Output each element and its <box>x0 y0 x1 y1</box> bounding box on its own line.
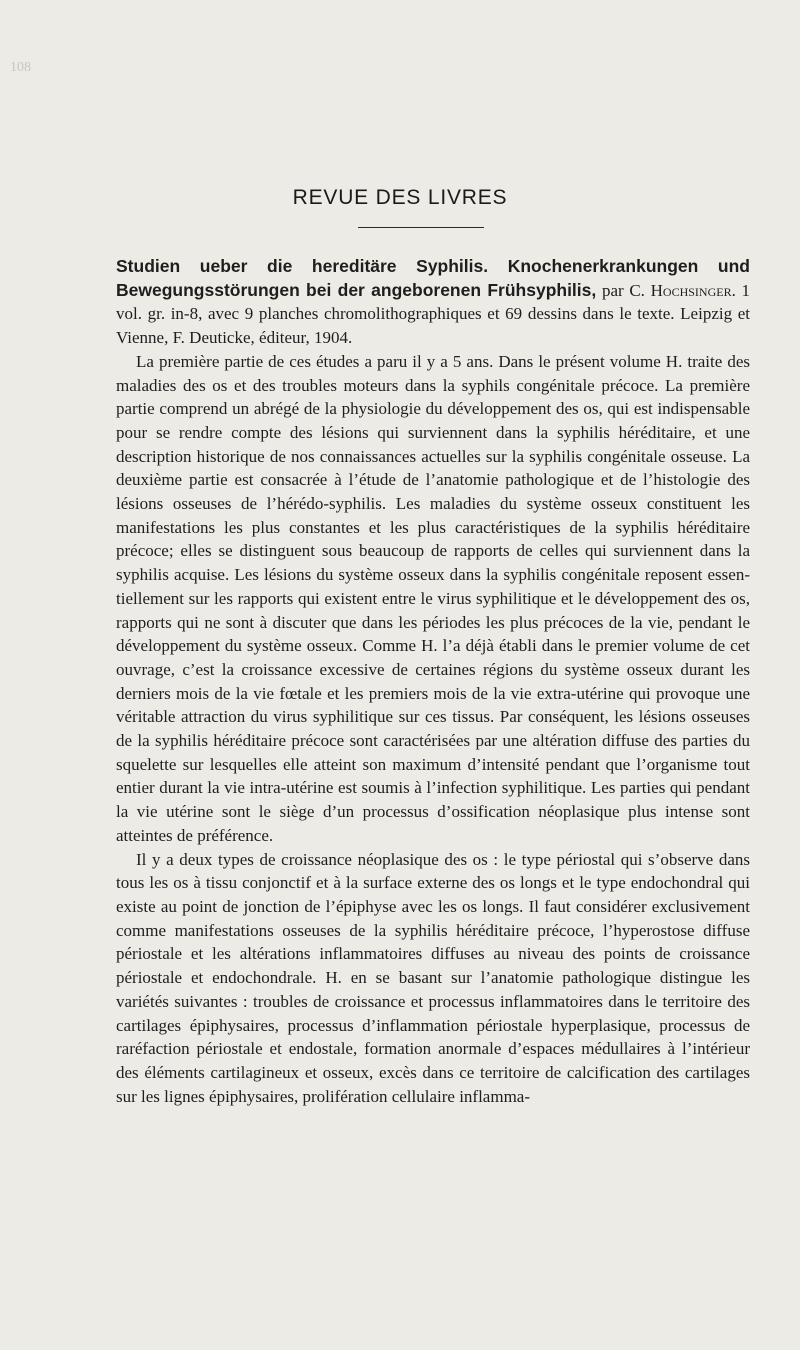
title-underline <box>358 227 484 228</box>
review-paragraph: Il y a deux types de croissance néoplasique des os : le type périostal qui s’observe dans tous les os à tissu conjonctif et à la surface externe des os longs et le type endochondral qui existe au point de jonction de l’épiphyse avec les os longs. Il faut considérer exclusivement comme manifestations osseuses de la syphilis héréditaire précoce, l’hyperostose diffuse périostale et les altérations inflammatoires diffuses au niveau des points de croissance périostale et endochondrale. H. en se basant sur l’anatomie pathologique distingue les variétés suivantes : troubles de croissance et processus inflammatoires dans le territoire des cartilages épiphysaires, processus d’inflammation périostale hyperplasique, processus de raréfaction périostale et endostale, formation anormale d’espaces médullaires à l’intérieur des éléments cartilagineux et osseux, excès dans ce territoire de calcification des cartilages sur les lignes épiphysaires, prolifération cellulaire inflamma- <box>116 849 750 1106</box>
review-body <box>116 255 750 1108</box>
page-corner-mark: 108 <box>10 60 31 75</box>
author-name: Hochsinger <box>650 280 732 300</box>
review-paragraph: La première partie de ces études a paru il y a 5 ans. Dans le présent volume H. traite des maladies des os et des troubles moteurs dans la syphils congénitale précoce. La première partie comprend un abrégé de la physiologie du développement des os, qui est indispensable pour se rendre compte des lésions qui surviennent dans la syphilis héréditaire, et une description historique de nos connaissances actuelles sur la syphilis congénitale osseuse. La deuxième partie est consacrée à l’étude de l’anatomie pathologique et de l’histologie des lésions osseuses de l’hérédo-syphilis. Les maladies du système osseux constituent les manifestations les plus constantes et les plus caractéristiques de la syphilis héréditaire précoce; elles se distinguent sous beaucoup de rapports de celles qui surviennent dans la syphilis acquise. Les lésions du système osseux dans la syphilis congénitale reposent essentiellement sur les rapports qui existent entre le virus syphilitique et le développement des os, rapports qui ne sont à discuter que dans les périodes les plus précoces de la vie, pendant le développement du système osseux. Comme H. l’a déjà établi dans le premier volume de cet ouvrage, c’est la croissance excessive de certaines régions du système osseux durant les derniers mois de la vie fœtale et les premiers mois de la vie extra-utérine qui provoque une véritable attraction du virus syphilitique sur ces tissus. Par conséquent, les lésions osseuses de la syphilis héréditaire précoce sont caractérisées par une altération diffuse des parties du squelette sur lesquelles elle atteint son maximum d’intensité pendant que l’organisme tout entier durant la vie intra-utérine est soumis à l’infection syphilitique. Les parties qui pendant la vie utérine sont le siège d’un processus d’ossification néoplasique plus intense sont atteintes de préférence. <box>116 351 750 845</box>
review-entry-heading <box>116 255 750 350</box>
publication-details: . 1 vol. gr. in-8, avec 9 planches chromolithographiques et 69 dessins dans le texte. Leipzig et Vienne, F. Deuticke, éditeur, 1904. <box>116 280 751 348</box>
reviewed-work-title: Studien ueber die hereditäre Syphilis. Knochenerkrankungen und Bewegungsstörungen bei der angeborenen Frühsyphilis, <box>116 256 750 300</box>
author-prefix: par C. <box>596 280 651 300</box>
section-title: REVUE DES LIVRES <box>292 186 508 209</box>
